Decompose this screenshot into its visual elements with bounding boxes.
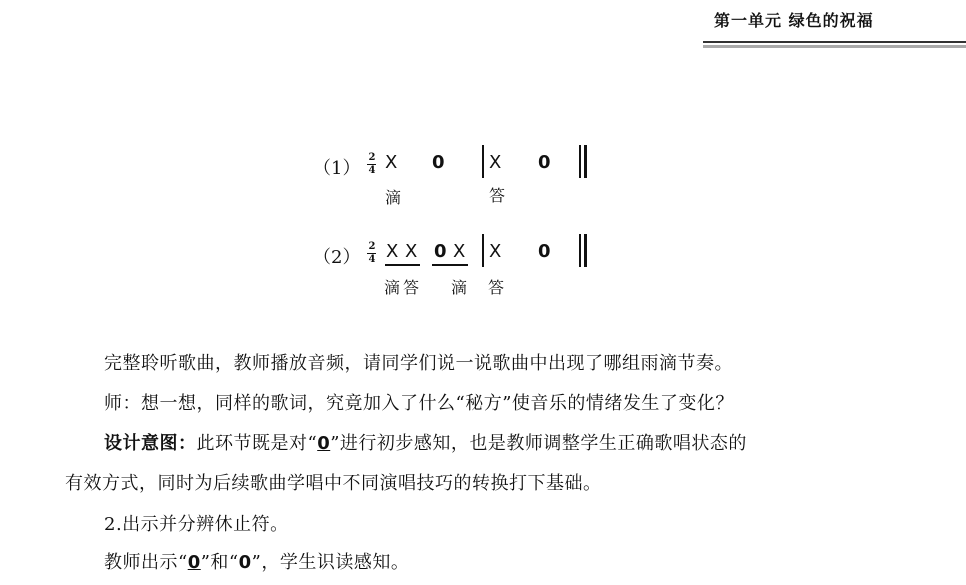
lyric: 答 — [489, 186, 506, 205]
lyric: 滴 — [385, 188, 402, 207]
lyric: 答 — [488, 278, 505, 297]
time-signature: 2 4 — [368, 241, 376, 265]
header-rule-shadow — [703, 45, 966, 48]
rest: 0 — [432, 152, 445, 173]
bar-line — [482, 234, 484, 267]
final-bar-line — [579, 234, 581, 267]
final-bar-line — [579, 145, 581, 178]
rest: 0 — [538, 241, 551, 262]
paragraph-design-intent-cont: 有效方式，同时为后续歌曲学唱中不同演唱技巧的转换打下基础。 — [65, 473, 602, 494]
note: X — [386, 241, 399, 262]
header-rule — [703, 41, 966, 43]
rest: 0 — [538, 152, 551, 173]
design-intent-label: 设计意图： — [104, 433, 197, 454]
paragraph-step-2: 2.出示并分辨休止符。 — [104, 514, 289, 535]
eighth-beam — [432, 264, 468, 266]
lyric: 滴 — [384, 278, 401, 297]
final-bar-line — [584, 145, 587, 178]
rest-symbol: 0 — [317, 433, 331, 454]
rhythm-example-1 — [0, 140, 966, 210]
unit-title: 第一单元 绿色的祝福 — [714, 11, 874, 30]
rhythm-label: （2） — [313, 247, 361, 268]
paragraph-design-intent: 设计意图：此环节既是对“0”进行初步感知，也是教师调整学生正确歌唱状态的 — [104, 433, 747, 454]
note: X — [489, 152, 502, 173]
paragraph-listen: 完整聆听歌曲，教师播放音频，请同学们说一说歌曲中出现了哪组雨滴节奏。 — [104, 353, 733, 374]
note: X — [453, 241, 466, 262]
bar-line — [482, 145, 484, 178]
rest-symbol: 0 — [238, 552, 252, 573]
rest-symbol: 0 — [187, 552, 201, 573]
lyric: 答 — [403, 278, 420, 297]
eighth-beam — [385, 264, 420, 266]
lyric: 滴 — [451, 278, 468, 297]
final-bar-line — [584, 234, 587, 267]
note: X — [405, 241, 418, 262]
time-signature: 2 4 — [368, 152, 376, 176]
paragraph-teacher-question: 师：想一想，同样的歌词，究竟加入了什么“秘方”使音乐的情绪发生了变化？ — [104, 393, 734, 414]
note: X — [489, 241, 502, 262]
rest: 0 — [434, 241, 447, 262]
rhythm-example-2 — [0, 229, 966, 299]
note: X — [385, 152, 398, 173]
rhythm-label: （1） — [313, 158, 361, 179]
paragraph-teacher-show: 教师出示“0”和“0”，学生识读感知。 — [104, 552, 410, 573]
